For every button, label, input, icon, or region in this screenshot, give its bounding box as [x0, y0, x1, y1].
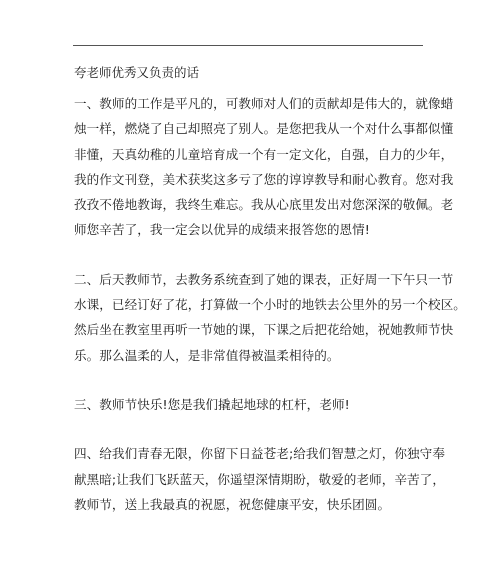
text-line: 烛一样，燃烧了自己却照亮了别人。是您把我从一个对什么事都似懂	[74, 121, 454, 137]
text-line: 孜孜不倦地教诲，我终生难忘。我从心底里发出对您深深的敬佩。老	[74, 197, 454, 213]
paragraph-4	[74, 441, 445, 517]
text-line: 教师节，送上我最真的祝愿，祝您健康平安，快乐团圆。	[74, 496, 391, 512]
paragraph-2	[74, 267, 466, 368]
text-line: 师您辛苦了，我一定会以优异的成绩来报答您的恩情!	[74, 222, 370, 238]
text-line: 三、教师节快乐!您是我们撬起地球的杠杆，老师!	[74, 396, 350, 412]
header-rule	[73, 45, 423, 46]
text-line: 我的作文刊登，美术获奖这多亏了您的谆谆教导和耐心教育。您对我	[74, 171, 454, 187]
document-body	[74, 91, 466, 541]
text-line: 水课，已经订好了花，打算做一个小时的地铁去公里外的另一个校区。	[74, 297, 466, 313]
text-line: 一、教师的工作是平凡的，可教师对人们的贡献却是伟大的，就像蜡	[74, 96, 454, 111]
text-line: 二、后天教师节，去教务系统查到了她的课表，正好周一下午只一节	[74, 271, 454, 287]
paragraph-1	[74, 91, 454, 243]
text-line: 乐。那么温柔的人，是非常值得被温柔相待的。	[74, 347, 340, 363]
text-line: 然后坐在教室里再听一节她的课，下课之后把花给她，祝她教师节快	[74, 322, 454, 338]
document-title: 夸老师优秀又负责的话	[74, 65, 200, 80]
text-line: 非懂，天真幼稚的儿童培育成一个有一定文化，自强，自力的少年，	[74, 146, 454, 162]
paragraph-3	[74, 392, 426, 417]
text-line: 四、给我们青春无限，你留下日益苍老;给我们智慧之灯，你独守奉	[74, 446, 445, 462]
text-line: 献黑暗;让我们飞跃蓝天，你遥望深情期盼，敬爱的老师，辛苦了，	[74, 471, 445, 487]
